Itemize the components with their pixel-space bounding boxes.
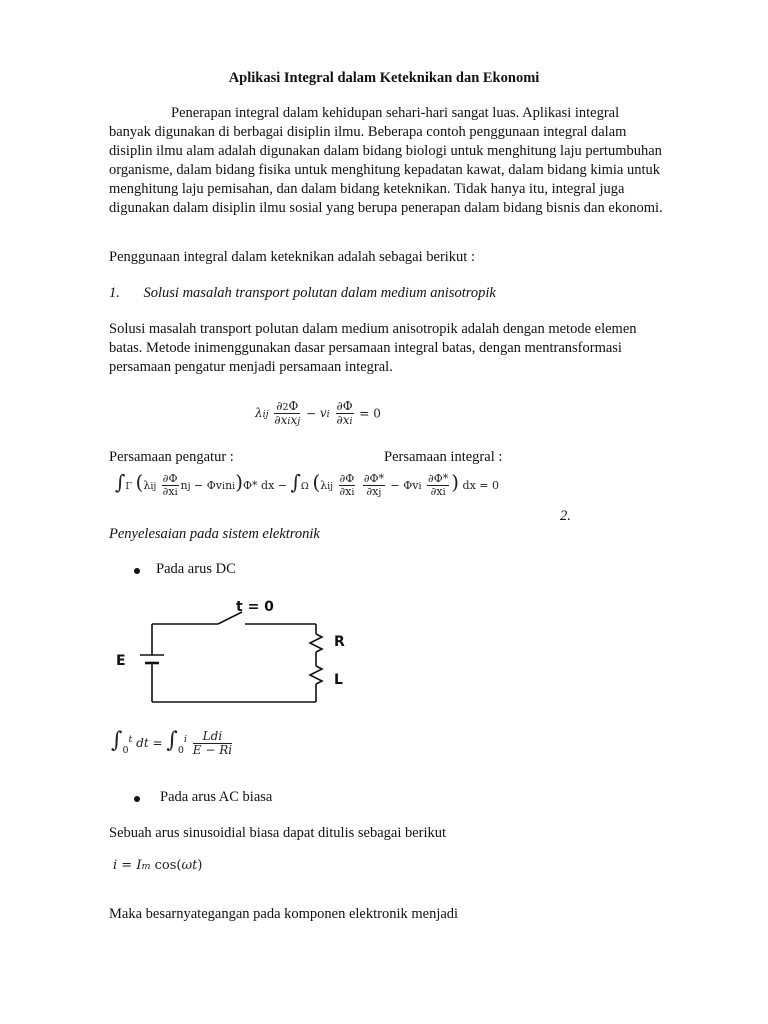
integral-equation: ∫Γ (λij $\frac{\partial\Phi}{\partial xi}$ nj − Φvini)Φ* dx − ∫Ω (λij $\frac{\partial\Phi}{\partial xi}$ $\frac{\partial\Phi*}{\partial xj}$ − Φvi $\frac{\partial\Phi*}{\partial xi}$ ) dx = 0 [115, 470, 500, 499]
sinusoid-equation: i = Im cos(ωt) [113, 858, 203, 873]
section-1-title: Solusi masalah transport polutan dalam medium anisotropik [143, 285, 496, 301]
governing-equation-label: Persamaan pengatur : [109, 449, 234, 465]
section-1-heading [109, 285, 496, 302]
section-2-number: 2. [560, 508, 571, 524]
bullet-dc: Pada arus DC [156, 561, 236, 577]
bullet-marker [134, 568, 140, 574]
intro-paragraph: Penerapan integral dalam kehidupan sehari-hari sangat luas. Aplikasi integral banyak digunakan di berbagai disiplin ilmu. Beberapa contoh penggunaan integral dalam disiplin ilmu alam adalah digunakan dalam bidang biologi untuk menghitung laju pertumbuhan organisme, dalam bidang fisika untuk menghitung kepadatan kawat, dalam bidang kimia untuk menghitung laju pemisahan, dan dalam bidang keteknikan. Tidak hanya itu, integral juga digunakan dalam disiplin ilmu sosial yang berupa penerapan dalam bidang bisnis dan ekonomi. [109, 105, 663, 216]
source-label: E [116, 653, 126, 669]
ac-sentence: Sebuah arus sinusoidial biasa dapat ditulis sebagai berikut [109, 825, 447, 841]
usage-intro-text: Penggunaan integral dalam keteknikan adalah sebagai berikut : [109, 249, 475, 265]
switch-label: t = 0 [236, 599, 274, 615]
section-1-paragraph: Solusi masalah transport polutan dalam medium anisotropik adalah dengan metode elemen batas. Metode inimenggunakan dasar persamaan integral batas, dengan mentransformasi persamaan pengatur menjadi persamaan integral. [109, 321, 637, 375]
section-1-number: 1. [109, 285, 120, 301]
inductor-label: L [334, 672, 343, 688]
final-sentence: Maka besarnyategangan pada komponen elektronik menjadi [109, 906, 459, 922]
bullet-ac: Pada arus AC biasa [160, 789, 273, 805]
resistor-label: R [334, 634, 345, 650]
governing-equation: λij $\frac{\partial 2\Phi}{\text{∂xixj}}$ − vi $\frac{\partial\Phi}{\partial xi}$ = 0 [255, 399, 381, 428]
rl-integral-equation: $\int_0^t$ dt = $\int_0^i$ $\frac{\text{Ldi}}{E - Ri}$ [111, 728, 233, 757]
integral-equation-label: Persamaan integral : [384, 449, 503, 465]
rl-circuit-diagram [100, 590, 380, 715]
page-title: Aplikasi Integral dalam Keteknikan dan Ekonomi [228, 70, 540, 86]
section-2-heading: Penyelesaian pada sistem elektronik [109, 526, 320, 542]
bullet-marker [134, 796, 140, 802]
